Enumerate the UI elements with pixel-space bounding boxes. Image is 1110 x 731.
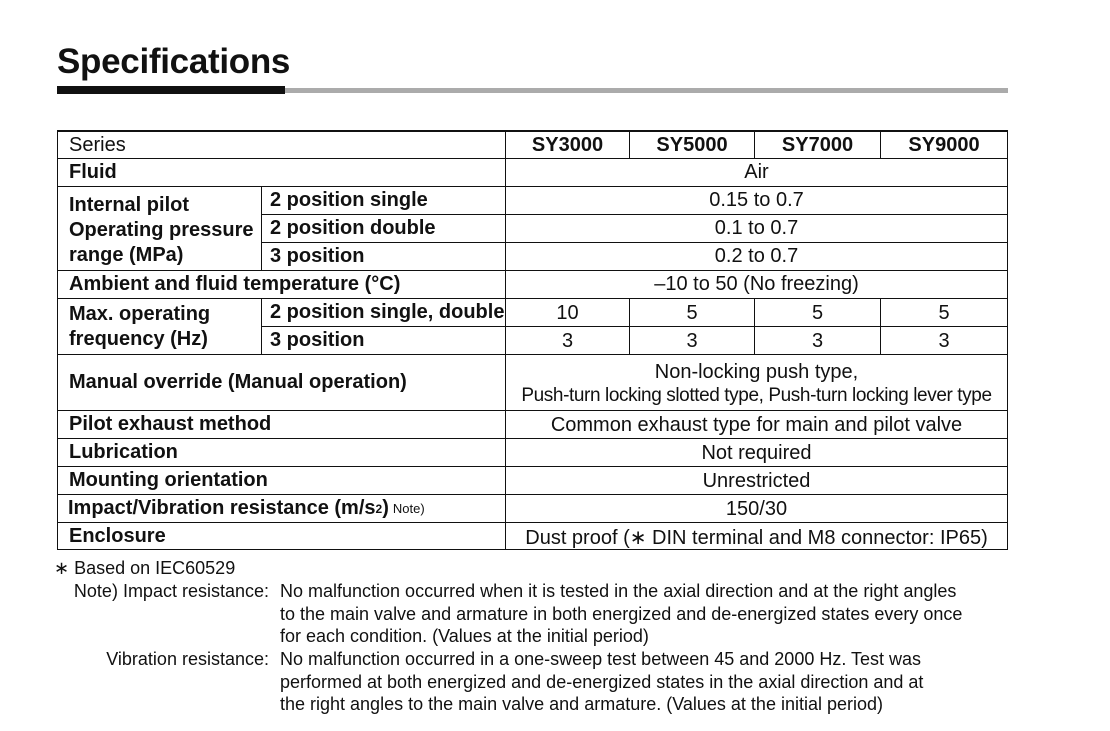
frequency-label-line: Max. operating — [69, 302, 211, 325]
impact-label: Impact/Vibration resistance (m/s 2 ) Note) — [68, 497, 425, 519]
manual-override-line: Non-locking push type, — [654, 360, 859, 383]
series-label: Series — [69, 134, 126, 156]
lubrication-value: Not required — [701, 442, 812, 464]
series-sy9000: SY9000 — [908, 134, 980, 156]
pressure-row-label: 2 position double — [270, 217, 436, 239]
pressure-label-line: Internal pilot — [69, 193, 189, 216]
footnote-vibration-line: performed at both energized and de-energized states in the axial direction and at — [280, 671, 924, 692]
lubrication-label: Lubrication — [69, 441, 178, 463]
frequency-label-line: frequency (Hz) — [69, 327, 208, 350]
fluid-label: Fluid — [69, 161, 117, 183]
frequency-label — [57, 299, 273, 354]
frequency-value: 3 — [561, 330, 574, 352]
temperature-label: Ambient and fluid temperature (°C) — [69, 273, 401, 295]
footnote-iec: ∗ Based on IEC60529 — [54, 558, 236, 578]
manual-override-line: Push-turn locking slotted type, Push-turn locking lever type — [521, 384, 992, 406]
frequency-value: 10 — [556, 302, 579, 324]
enclosure-value: Dust proof (∗ DIN terminal and M8 connector: IP65) — [525, 526, 988, 549]
pressure-row-value: 0.2 to 0.7 — [714, 245, 799, 267]
impact-note-ref: Note) — [392, 501, 425, 516]
series-sy3000: SY3000 — [531, 134, 604, 156]
temperature-value: –10 to 50 (No freezing) — [654, 273, 859, 295]
manual-override-value — [506, 357, 1007, 410]
impact-value: 150/30 — [725, 498, 788, 520]
frequency-value: 3 — [811, 330, 824, 352]
pressure-row-label: 2 position single — [270, 189, 428, 211]
pressure-label-line: Operating pressure — [69, 218, 254, 241]
footnote-vibration-label: Vibration resistance: — [106, 649, 269, 669]
impact-label-end: ) — [382, 497, 389, 519]
pressure-label-line: range (MPa) — [69, 243, 184, 266]
pilot-exhaust-value: Common exhaust type for main and pilot valve — [550, 414, 963, 436]
frequency-value: 5 — [811, 302, 824, 324]
footnote-impact-line: for each condition. (Values at the initial period) — [280, 626, 649, 646]
frequency-value: 5 — [686, 302, 698, 324]
series-sy7000: SY7000 — [781, 134, 854, 156]
series-sy5000: SY5000 — [656, 134, 728, 156]
frequency-value: 5 — [938, 302, 950, 324]
page-title: Specifications — [57, 42, 291, 81]
impact-label-text: Impact/Vibration resistance (m/s — [68, 497, 376, 519]
fluid-value: Air — [744, 161, 769, 183]
table-border-right — [1007, 130, 1008, 550]
mounting-label: Mounting orientation — [69, 469, 268, 491]
footnote-impact-line: to the main valve and armature in both energized and de-energized states every once — [280, 603, 963, 624]
pressure-row-value: 0.15 to 0.7 — [709, 189, 804, 211]
title-rule-gray — [285, 88, 1008, 93]
footnote-impact-line: No malfunction occurred when it is tested in the axial direction and at the right angles — [280, 581, 957, 601]
manual-override-label: Manual override (Manual operation) — [69, 371, 407, 393]
frequency-row-label: 2 position single, double — [270, 301, 505, 323]
footnote-vibration-line: No malfunction occurred in a one-sweep test between 45 and 2000 Hz. Test was — [280, 649, 922, 669]
enclosure-label: Enclosure — [69, 524, 166, 547]
pressure-row-value: 0.1 to 0.7 — [714, 217, 799, 239]
footnote-vibration-line: the right angles to the main valve and armature. (Values at the initial period) — [280, 694, 883, 714]
pilot-exhaust-label: Pilot exhaust method — [69, 413, 272, 435]
footnote-impact-label: Note) Impact resistance: — [73, 581, 269, 601]
pressure-label — [57, 189, 273, 271]
specifications-table — [57, 130, 1008, 550]
pressure-row-label: 3 position — [270, 245, 365, 267]
frequency-value: 3 — [938, 330, 950, 352]
frequency-row-label: 3 position — [270, 329, 365, 351]
mounting-value: Unrestricted — [702, 470, 811, 492]
frequency-value: 3 — [686, 330, 698, 352]
title-rule-black — [57, 86, 285, 94]
